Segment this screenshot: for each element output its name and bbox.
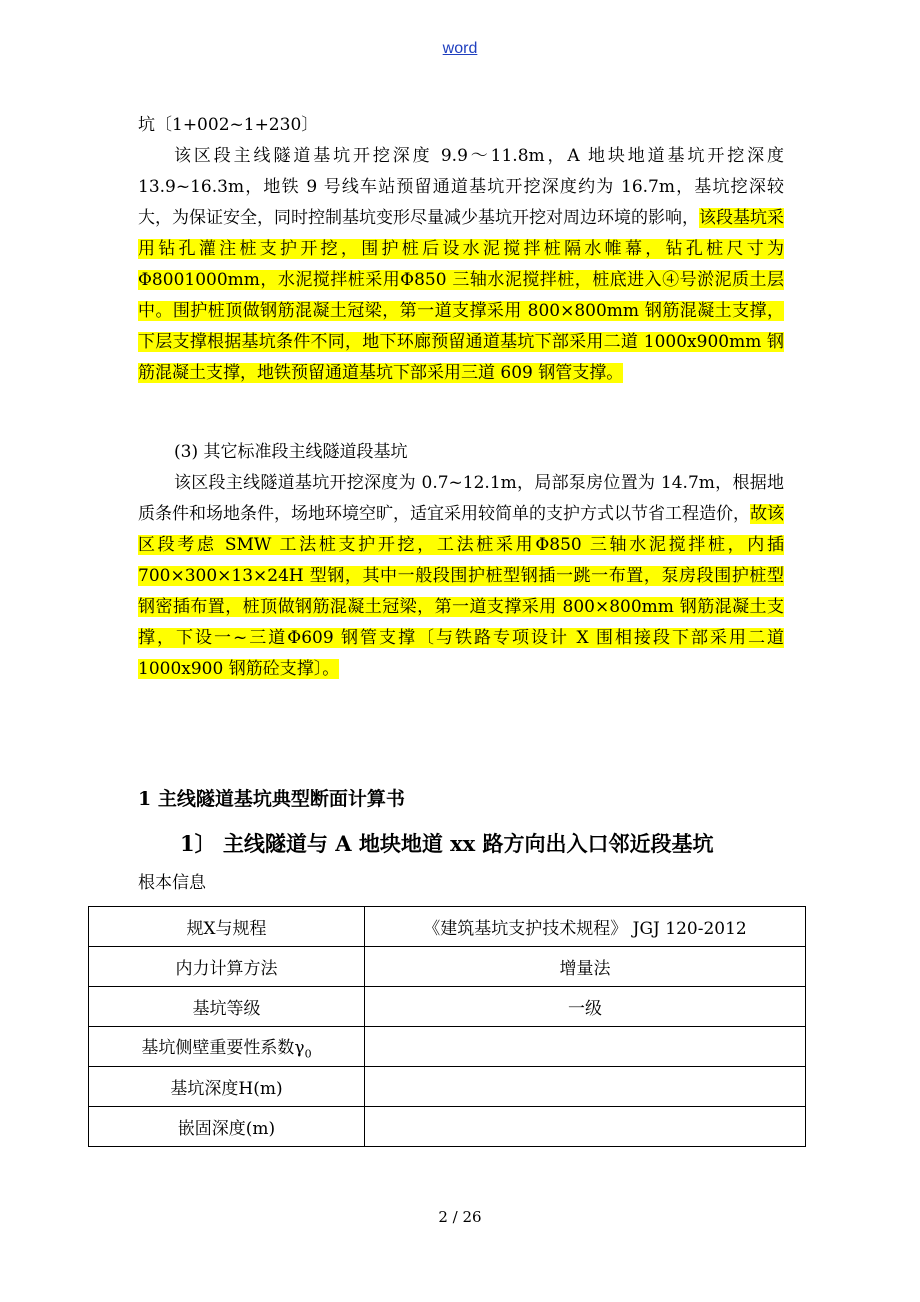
table-row — [89, 1027, 806, 1067]
table-cell-key: 嵌固深度(m) — [89, 1107, 365, 1147]
paragraph-4-text: 该区段主线隧道基坑开挖深度为 0.7~12.1m，局部泵房位置为 14.7m，根据地质条件和场地条件，场地环境空旷，适宜采用较简单的支护方式以节省工程造价， — [138, 473, 784, 524]
paragraph-4-highlight: 故该区段考虑 SMW 工法桩支护开挖，工法桩采用Φ850 三轴水泥搅拌桩，内插 700×300×13×24H 型钢，其中一般段围护桩型钢插一跳一布置，泵房段围护桩型钢密插布置，桩顶做钢筋混凝土冠梁，第一道支撑采用 800×800mm 钢筋混凝土支撑，下设一~三道Φ609 钢管支撑〔与铁路专项设计 X 围相接段下部采用二道 1000x900 钢筋砼支撑〕。 — [138, 504, 784, 679]
table-cell-value — [365, 1067, 806, 1107]
table-cell-key — [89, 1027, 365, 1067]
section-heading: 1 主线隧道基坑典型断面计算书 — [138, 788, 405, 810]
basic-info-table — [88, 906, 806, 1147]
table-row — [89, 987, 806, 1027]
paragraph-1: 坑〔1+002~1+230〕 — [138, 115, 319, 135]
paragraph-2-text: 该区段主线隧道基坑开挖深度 9.9～11.8m，A 地块地道基坑开挖深度 13.9~16.3m，地铁 9 号线车站预留通道基坑开挖深度约为 16.7m，基坑挖深较大，为保证安全，同时控制基坑变形尽量减少基坑开挖对周边环境的影响， — [138, 146, 784, 228]
paragraph-2 — [138, 141, 784, 389]
table-cell-key: 内力计算方法 — [89, 947, 365, 987]
table-cell-key-subscript: 0 — [304, 1047, 312, 1061]
table-cell-key-text: 基坑侧壁重要性系数γ — [141, 1037, 305, 1058]
subsection-heading: 1〕 主线隧道与 A 地块地道 xx 路方向出入口邻近段基坑 — [180, 831, 714, 856]
table-row — [89, 1067, 806, 1107]
subsection-3-title: (3) 其它标准段主线隧道段基坑 — [174, 442, 408, 462]
table-cell-value: 一级 — [365, 987, 806, 1027]
table-row — [89, 907, 806, 947]
table-cell-value: 增量法 — [365, 947, 806, 987]
table-cell-key: 基坑深度H(m) — [89, 1067, 365, 1107]
table-cell-value — [365, 1027, 806, 1067]
paragraph-4 — [138, 468, 784, 685]
table-caption: 根本信息 — [138, 873, 206, 893]
page-number: 2 / 26 — [438, 1208, 482, 1226]
table-cell-key: 基坑等级 — [89, 987, 365, 1027]
table-cell-key: 规X与规程 — [89, 907, 365, 947]
paragraph-2-highlight: 该段基坑采用钻孔灌注桩支护开挖，围护桩后设水泥搅拌桩隔水帷幕，钻孔桩尺寸为Φ8001000mm，水泥搅拌桩采用Φ850 三轴水泥搅拌桩，桩底进入④号淤泥质土层中。围护桩顶做钢筋混凝土冠梁，第一道支撑采用 800×800mm 钢筋混凝土支撑，下层支撑根据基坑条件不同，地下环廊预留通道基坑下部采用二道 1000x900mm 钢筋混凝土支撑，地铁预留通道基坑下部采用三道 609 钢管支撑。 — [138, 208, 784, 383]
table-row — [89, 1107, 806, 1147]
table-cell-value: 《建筑基坑支护技术规程》 JGJ 120-2012 — [365, 907, 806, 947]
table-row — [89, 947, 806, 987]
page-header-link[interactable]: word — [442, 40, 478, 57]
table-cell-value — [365, 1107, 806, 1147]
